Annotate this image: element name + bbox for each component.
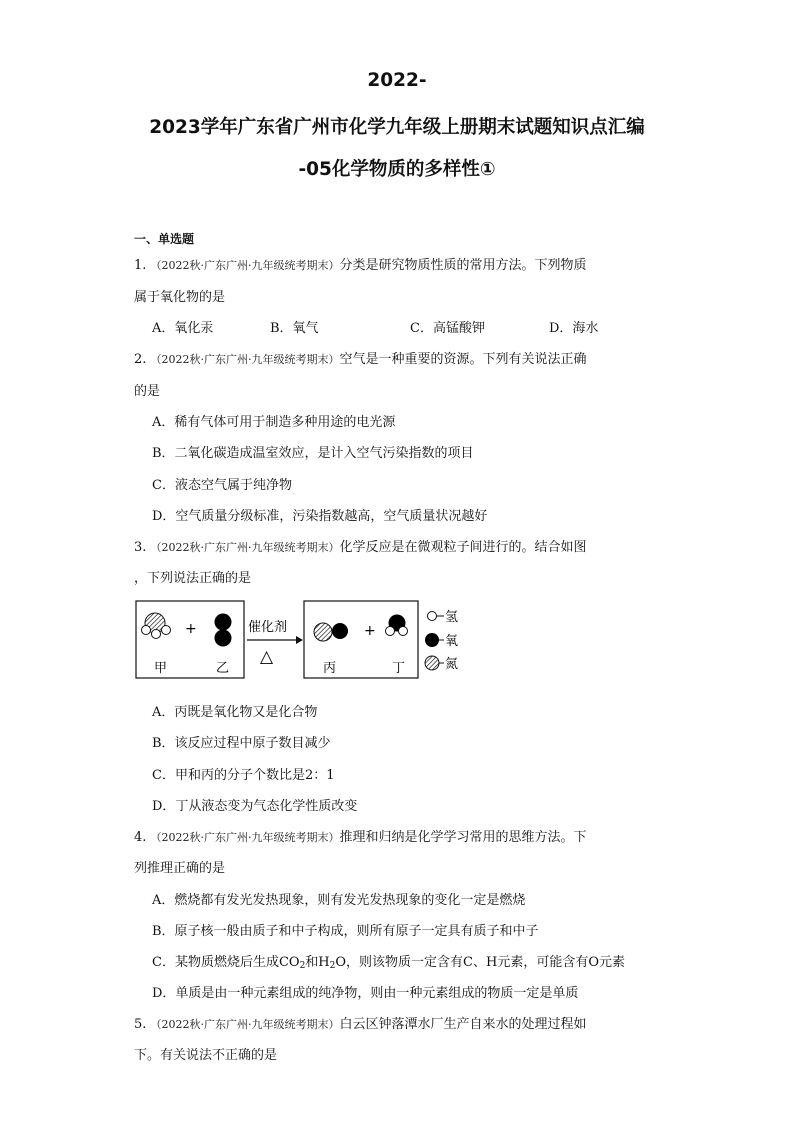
question-stem: 化学反应是在微观粒子间进行的。结合如图 (339, 540, 587, 555)
q1-option-d[interactable]: D．海水 (549, 321, 599, 336)
question-source: （2022秋·广东广州·九年级统考期末） (150, 541, 340, 554)
title-line-3: -05化学物质的多样性① (298, 159, 496, 180)
q4-option-c-sub1: 2 (299, 961, 306, 971)
label-bing: 丙 (323, 661, 337, 676)
question-5-line-1 (134, 1013, 587, 1032)
q3-option-a[interactable]: A．丙既是氧化物又是化合物 (152, 705, 318, 720)
molecule-jia (142, 613, 171, 639)
question-3-line-2: ，下列说法正确的是 (134, 571, 252, 586)
q2-option-c[interactable]: C．液态空气属于纯净物 (152, 478, 292, 493)
question-3-line-1 (134, 536, 587, 555)
question-5-line-2: 下。有关说法不正确的是 (134, 1048, 278, 1063)
q1-option-c[interactable]: C．高锰酸钾 (410, 321, 485, 336)
legend-hydrogen-label: 氢 (445, 610, 459, 625)
label-jia: 甲 (154, 661, 168, 676)
question-1-line-1 (134, 254, 587, 273)
heat-symbol: △ (260, 647, 274, 667)
reaction-diagram (130, 596, 475, 682)
q2-option-d[interactable]: D．空气质量分级标准，污染指数越高，空气质量状况越好 (152, 509, 488, 524)
question-source: （2022秋·广东广州·九年级统考期末） (150, 353, 340, 366)
q3-option-d[interactable]: D．丁从液态变为气态化学性质改变 (152, 799, 358, 814)
section-heading: 一、单选题 (134, 232, 195, 246)
plus-sign-2: + (364, 623, 376, 639)
q1-option-b[interactable]: B．氧气 (270, 321, 319, 336)
q4-option-c[interactable] (152, 951, 625, 971)
title-line-2: 2023学年广东省广州市化学九年级上册期末试题知识点汇编 (149, 117, 645, 138)
question-1-line-2: 属于氧化物的是 (134, 290, 226, 305)
plus-sign: + (185, 621, 197, 637)
legend (425, 610, 458, 672)
title-line-1: 2022- (367, 70, 427, 91)
catalyst-label: 催化剂 (248, 620, 288, 635)
q3-option-b[interactable]: B．该反应过程中原子数目减少 (152, 736, 331, 751)
question-source: （2022秋·广东广州·九年级统考期末） (150, 1018, 340, 1031)
label-ding: 丁 (392, 661, 406, 676)
molecule-bing (314, 623, 348, 641)
question-number: 3. (134, 540, 147, 555)
question-source: （2022秋·广东广州·九年级统考期末） (150, 259, 340, 272)
label-yi: 乙 (216, 661, 230, 676)
q4-option-c-sub2: 2 (329, 961, 336, 971)
q4-option-b[interactable]: B．原子核一般由质子和中子构成，则所有原子一定具有质子和中子 (152, 924, 539, 939)
legend-hydrogen-icon (428, 612, 437, 621)
question-4-line-1 (134, 826, 587, 845)
q4-option-c-mid: 和H (305, 955, 330, 970)
question-2-line-2: 的是 (134, 384, 161, 399)
q3-option-c[interactable]: C．甲和丙的分子个数比是2：1 (152, 768, 335, 783)
question-number: 5. (134, 1017, 147, 1032)
molecule-ding (386, 615, 408, 636)
question-stem: 白云区钟落潭水厂生产自来水的处理过程如 (339, 1017, 587, 1032)
q4-option-d[interactable]: D．单质是由一种元素组成的纯净物，则由一种元素组成的物质一定是单质 (152, 986, 579, 1001)
question-source: （2022秋·广东广州·九年级统考期末） (150, 831, 340, 844)
molecule-yi (215, 614, 232, 647)
question-4-line-2: 列推理正确的是 (134, 861, 226, 876)
legend-oxygen-label: 氧 (445, 634, 459, 649)
q4-option-a[interactable]: A．燃烧都有发光发热现象，则有发光发热现象的变化一定是燃烧 (152, 893, 526, 908)
question-stem: 空气是一种重要的资源。下列有关说法正确 (339, 352, 587, 367)
q4-option-c-pre: C．某物质燃烧后生成CO (152, 955, 300, 970)
question-stem: 分类是研究物质性质的常用方法。下列物质 (339, 258, 587, 273)
legend-nitrogen-label: 氮 (445, 657, 459, 672)
legend-nitrogen-icon (425, 656, 439, 670)
question-stem: 推理和归纳是化学学习常用的思维方法。下 (339, 830, 587, 845)
arrow-head (296, 636, 303, 644)
legend-oxygen-icon (425, 633, 439, 647)
q1-option-a[interactable]: A．氧化汞 (152, 321, 214, 336)
question-number: 1. (134, 258, 147, 273)
q2-option-b[interactable]: B．二氧化碳造成温室效应，是计入空气污染指数的项目 (152, 446, 474, 461)
question-number: 2. (134, 352, 147, 367)
q4-option-c-post: O，则该物质一定含有C、H元素，可能含有O元素 (335, 955, 625, 970)
question-2-line-1 (134, 348, 587, 367)
q2-option-a[interactable]: A．稀有气体可用于制造多种用途的电光源 (152, 415, 396, 430)
question-number: 4. (134, 830, 147, 845)
